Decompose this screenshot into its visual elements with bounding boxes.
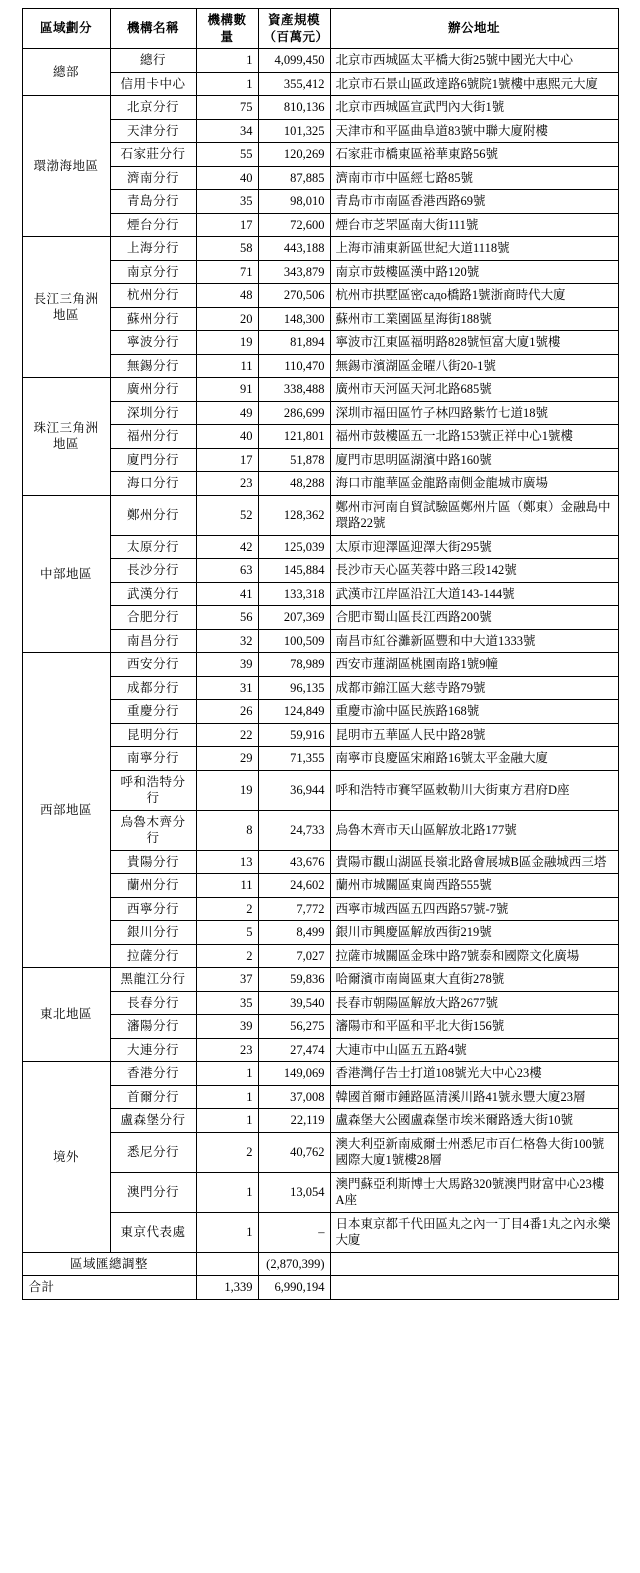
office-address-cell: 深圳市福田區竹子林四路紫竹七道18號 (330, 401, 618, 425)
institution-count-cell: 17 (196, 448, 258, 472)
institution-name-cell: 昆明分行 (110, 723, 196, 747)
institution-name-cell: 太原分行 (110, 535, 196, 559)
table-row (22, 1085, 618, 1109)
asset-scale-cell: 4,099,450 (258, 49, 330, 73)
region-cell: 環渤海地區 (22, 96, 110, 237)
institution-count-cell: 71 (196, 260, 258, 284)
institution-count-cell: 1 (196, 1212, 258, 1252)
institution-name-cell: 北京分行 (110, 96, 196, 120)
footer-count-cell (196, 1252, 258, 1276)
office-address-cell: 澳門蘇亞利斯博士大馬路320號澳門財富中心23樓A座 (330, 1172, 618, 1212)
institution-name-cell: 廈門分行 (110, 448, 196, 472)
asset-scale-cell: – (258, 1212, 330, 1252)
office-address-cell: 西安市蓮湖區桃園南路1號9幢 (330, 653, 618, 677)
table-row (22, 331, 618, 355)
office-address-cell: 青島市市南區香港西路69號 (330, 190, 618, 214)
office-address-cell: 南京市鼓樓區漢中路120號 (330, 260, 618, 284)
office-address-cell: 天津市和平區曲阜道83號中聯大廈附樓 (330, 119, 618, 143)
table-row (22, 653, 618, 677)
asset-scale-cell: 124,849 (258, 700, 330, 724)
table-row (22, 559, 618, 583)
table-row (22, 1212, 618, 1252)
office-address-cell: 昆明市五華區人民中路28號 (330, 723, 618, 747)
institution-count-cell: 13 (196, 850, 258, 874)
asset-scale-cell: 101,325 (258, 119, 330, 143)
institution-count-cell: 1 (196, 1172, 258, 1212)
header-count: 機構數量 (196, 9, 258, 49)
institution-name-cell: 天津分行 (110, 119, 196, 143)
institution-name-cell: 石家莊分行 (110, 143, 196, 167)
asset-scale-cell: 27,474 (258, 1038, 330, 1062)
institution-name-cell: 銀川分行 (110, 921, 196, 945)
asset-scale-cell: 24,602 (258, 874, 330, 898)
institution-count-cell: 75 (196, 96, 258, 120)
table-row (22, 49, 618, 73)
institution-count-cell: 5 (196, 921, 258, 945)
table-row (22, 495, 618, 535)
asset-scale-cell: 110,470 (258, 354, 330, 378)
office-address-cell: 貴陽市觀山湖區長嶺北路會展城B區金融城西三塔 (330, 850, 618, 874)
table-row (22, 968, 618, 992)
asset-scale-cell: 100,509 (258, 629, 330, 653)
office-address-cell: 杭州市拱墅區密садо橋路1號浙商時代大廈 (330, 284, 618, 308)
institution-count-cell: 8 (196, 810, 258, 850)
office-address-cell: 南昌市紅谷灘新區豐和中大道1333號 (330, 629, 618, 653)
institution-name-cell: 東京代表處 (110, 1212, 196, 1252)
institution-count-cell: 1 (196, 1109, 258, 1133)
header-row (22, 9, 618, 49)
header-assets-line2: （百萬元） (263, 29, 329, 44)
table-row (22, 1038, 618, 1062)
header-assets-line1: 資產規模 (267, 13, 320, 27)
table-row (22, 1172, 618, 1212)
table-row (22, 629, 618, 653)
office-address-cell: 蘇州市工業園區星海街188號 (330, 307, 618, 331)
institution-name-cell: 上海分行 (110, 237, 196, 261)
institution-name-cell: 澳門分行 (110, 1172, 196, 1212)
office-address-cell: 盧森堡大公國盧森堡市埃米爾路透大街10號 (330, 1109, 618, 1133)
table-row (22, 425, 618, 449)
office-address-cell: 哈爾濱市南崗區東大直街278號 (330, 968, 618, 992)
institution-count-cell: 37 (196, 968, 258, 992)
institution-name-cell: 西安分行 (110, 653, 196, 677)
institution-count-cell: 29 (196, 747, 258, 771)
office-address-cell: 拉薩市城關區金珠中路7號泰和國際文化廣場 (330, 944, 618, 968)
office-address-cell: 烏魯木齊市天山區解放北路177號 (330, 810, 618, 850)
office-address-cell: 北京市西城區宣武門內大街1號 (330, 96, 618, 120)
region-cell: 西部地區 (22, 653, 110, 968)
institution-count-cell: 1 (196, 1062, 258, 1086)
footer-label-cell: 區域匯總調整 (22, 1252, 196, 1276)
institution-name-cell: 深圳分行 (110, 401, 196, 425)
office-address-cell: 呼和浩特市賽罕區敕勒川大街東方君府D座 (330, 770, 618, 810)
asset-scale-cell: 810,136 (258, 96, 330, 120)
asset-scale-cell: 72,600 (258, 213, 330, 237)
asset-scale-cell: 338,488 (258, 378, 330, 402)
region-cell: 珠江三角洲地區 (22, 378, 110, 496)
header-region: 區域劃分 (22, 9, 110, 49)
institution-name-cell: 烏魯木齊分行 (110, 810, 196, 850)
institution-name-cell: 大連分行 (110, 1038, 196, 1062)
institution-name-cell: 福州分行 (110, 425, 196, 449)
asset-scale-cell: 96,135 (258, 676, 330, 700)
footer-address-cell (330, 1252, 618, 1276)
asset-scale-cell: 125,039 (258, 535, 330, 559)
table-row (22, 944, 618, 968)
office-address-cell: 福州市鼓樓區五一北路153號正祥中心1號樓 (330, 425, 618, 449)
office-address-cell: 長沙市天心區芙蓉中路三段142號 (330, 559, 618, 583)
asset-scale-cell: 40,762 (258, 1132, 330, 1172)
institution-count-cell: 1 (196, 1085, 258, 1109)
institution-count-cell: 49 (196, 401, 258, 425)
institution-name-cell: 杭州分行 (110, 284, 196, 308)
office-address-cell: 瀋陽市和平區和平北大街156號 (330, 1015, 618, 1039)
asset-scale-cell: 81,894 (258, 331, 330, 355)
table-row (22, 1109, 618, 1133)
region-cell: 東北地區 (22, 968, 110, 1062)
asset-scale-cell: 22,119 (258, 1109, 330, 1133)
institution-name-cell: 煙台分行 (110, 213, 196, 237)
asset-scale-cell: 36,944 (258, 770, 330, 810)
institution-count-cell: 52 (196, 495, 258, 535)
asset-scale-cell: 98,010 (258, 190, 330, 214)
table-row (22, 991, 618, 1015)
asset-scale-cell: 145,884 (258, 559, 330, 583)
office-address-cell: 蘭州市城關區東崗西路555號 (330, 874, 618, 898)
office-address-cell: 煙台市芝罘區南大街111號 (330, 213, 618, 237)
asset-scale-cell: 7,772 (258, 897, 330, 921)
footer-label-cell: 合計 (22, 1276, 196, 1300)
institution-name-cell: 總行 (110, 49, 196, 73)
institution-name-cell: 悉尼分行 (110, 1132, 196, 1172)
office-address-cell: 石家莊市橋東區裕華東路56號 (330, 143, 618, 167)
table-row (22, 582, 618, 606)
office-address-cell: 北京市石景山區政達路6號院1號樓中惠熙元大廈 (330, 72, 618, 96)
institution-count-cell: 1 (196, 72, 258, 96)
institution-name-cell: 南京分行 (110, 260, 196, 284)
table-row (22, 874, 618, 898)
asset-scale-cell: 7,027 (258, 944, 330, 968)
office-address-cell: 武漢市江岸區沿江大道143-144號 (330, 582, 618, 606)
asset-scale-cell: 71,355 (258, 747, 330, 771)
institution-count-cell: 63 (196, 559, 258, 583)
region-cell: 總部 (22, 49, 110, 96)
regional-adjustment-row (22, 1252, 618, 1276)
institution-count-cell: 58 (196, 237, 258, 261)
asset-scale-cell: 121,801 (258, 425, 330, 449)
footer-address-cell (330, 1276, 618, 1300)
asset-scale-cell: 13,054 (258, 1172, 330, 1212)
institution-count-cell: 40 (196, 166, 258, 190)
table-row (22, 166, 618, 190)
asset-scale-cell: 48,288 (258, 472, 330, 496)
institution-name-cell: 貴陽分行 (110, 850, 196, 874)
institution-name-cell: 廣州分行 (110, 378, 196, 402)
asset-scale-cell: 270,506 (258, 284, 330, 308)
asset-scale-cell: 207,369 (258, 606, 330, 630)
institution-name-cell: 鄭州分行 (110, 495, 196, 535)
office-address-cell: 澳大利亞新南威爾士州悉尼市百仁格魯大街100號國際大廈1號樓28層 (330, 1132, 618, 1172)
table-row (22, 284, 618, 308)
institution-name-cell: 海口分行 (110, 472, 196, 496)
institution-count-cell: 17 (196, 213, 258, 237)
institution-name-cell: 黑龍江分行 (110, 968, 196, 992)
table-row (22, 676, 618, 700)
region-cell: 境外 (22, 1062, 110, 1253)
header-assets (258, 9, 330, 49)
office-address-cell: 長春市朝陽區解放大路2677號 (330, 991, 618, 1015)
table-row (22, 237, 618, 261)
table-header (22, 9, 618, 49)
institution-count-cell: 48 (196, 284, 258, 308)
office-address-cell: 西寧市城西區五四西路57號-7號 (330, 897, 618, 921)
region-cell: 長江三角洲地區 (22, 237, 110, 378)
institution-name-cell: 長春分行 (110, 991, 196, 1015)
institution-name-cell: 南昌分行 (110, 629, 196, 653)
institution-count-cell: 2 (196, 944, 258, 968)
header-address: 辦公地址 (330, 9, 618, 49)
table-row (22, 921, 618, 945)
institution-name-cell: 拉薩分行 (110, 944, 196, 968)
office-address-cell: 日本東京都千代田區丸之內一丁目4番1丸之內永樂大廈 (330, 1212, 618, 1252)
institution-count-cell: 26 (196, 700, 258, 724)
footer-assets-cell: (2,870,399) (258, 1252, 330, 1276)
table-row (22, 535, 618, 559)
institution-name-cell: 首爾分行 (110, 1085, 196, 1109)
office-address-cell: 北京市西城區太平橋大街25號中國光大中心 (330, 49, 618, 73)
asset-scale-cell: 78,989 (258, 653, 330, 677)
table-row (22, 96, 618, 120)
table-row (22, 378, 618, 402)
institution-name-cell: 西寧分行 (110, 897, 196, 921)
table-row (22, 213, 618, 237)
office-address-cell: 銀川市興慶區解放西街219號 (330, 921, 618, 945)
office-address-cell: 韓國首爾市鍾路區清溪川路41號永豐大廈23層 (330, 1085, 618, 1109)
institution-name-cell: 盧森堡分行 (110, 1109, 196, 1133)
header-name: 機構名稱 (110, 9, 196, 49)
asset-scale-cell: 87,885 (258, 166, 330, 190)
table-row (22, 1132, 618, 1172)
institution-count-cell: 11 (196, 874, 258, 898)
office-address-cell: 無錫市濱湖區金曜八街20-1號 (330, 354, 618, 378)
institution-name-cell: 蘭州分行 (110, 874, 196, 898)
office-address-cell: 寧波市江東區福明路828號恒富大廈1號樓 (330, 331, 618, 355)
institution-count-cell: 91 (196, 378, 258, 402)
asset-scale-cell: 39,540 (258, 991, 330, 1015)
institution-count-cell: 2 (196, 897, 258, 921)
institution-count-cell: 35 (196, 991, 258, 1015)
institution-count-cell: 1 (196, 49, 258, 73)
table-row (22, 143, 618, 167)
institution-count-cell: 11 (196, 354, 258, 378)
institution-name-cell: 寧波分行 (110, 331, 196, 355)
asset-scale-cell: 24,733 (258, 810, 330, 850)
table-row (22, 401, 618, 425)
institution-count-cell: 23 (196, 1038, 258, 1062)
institution-count-cell: 22 (196, 723, 258, 747)
institution-count-cell: 19 (196, 331, 258, 355)
asset-scale-cell: 59,836 (258, 968, 330, 992)
institution-name-cell: 成都分行 (110, 676, 196, 700)
institution-name-cell: 瀋陽分行 (110, 1015, 196, 1039)
table-row (22, 897, 618, 921)
office-address-cell: 重慶市渝中區民族路168號 (330, 700, 618, 724)
institution-name-cell: 無錫分行 (110, 354, 196, 378)
institution-name-cell: 蘇州分行 (110, 307, 196, 331)
institution-count-cell: 31 (196, 676, 258, 700)
table-row (22, 119, 618, 143)
asset-scale-cell: 51,878 (258, 448, 330, 472)
footer-count-cell: 1,339 (196, 1276, 258, 1300)
table-row (22, 307, 618, 331)
table-row (22, 850, 618, 874)
table-row (22, 810, 618, 850)
institution-count-cell: 56 (196, 606, 258, 630)
institution-name-cell: 呼和浩特分行 (110, 770, 196, 810)
institution-count-cell: 35 (196, 190, 258, 214)
table-row (22, 472, 618, 496)
office-address-cell: 合肥市蜀山區長江西路200號 (330, 606, 618, 630)
table-body (22, 49, 618, 1300)
office-address-cell: 太原市迎澤區迎澤大街295號 (330, 535, 618, 559)
asset-scale-cell: 8,499 (258, 921, 330, 945)
asset-scale-cell: 149,069 (258, 1062, 330, 1086)
table-row (22, 1062, 618, 1086)
table-row (22, 72, 618, 96)
table-row (22, 770, 618, 810)
grand-total-row (22, 1276, 618, 1300)
institution-count-cell: 23 (196, 472, 258, 496)
office-address-cell: 鄭州市河南自貿試驗區鄭州片區（鄭東）金融島中環路22號 (330, 495, 618, 535)
institution-count-cell: 39 (196, 1015, 258, 1039)
footer-assets-cell: 6,990,194 (258, 1276, 330, 1300)
institution-name-cell: 合肥分行 (110, 606, 196, 630)
table-row (22, 700, 618, 724)
asset-scale-cell: 355,412 (258, 72, 330, 96)
institution-name-cell: 長沙分行 (110, 559, 196, 583)
office-address-cell: 廣州市天河區天河北路685號 (330, 378, 618, 402)
asset-scale-cell: 56,275 (258, 1015, 330, 1039)
asset-scale-cell: 37,008 (258, 1085, 330, 1109)
institution-count-cell: 20 (196, 307, 258, 331)
institution-count-cell: 19 (196, 770, 258, 810)
institution-count-cell: 39 (196, 653, 258, 677)
institution-name-cell: 香港分行 (110, 1062, 196, 1086)
institution-name-cell: 信用卡中心 (110, 72, 196, 96)
table-row (22, 190, 618, 214)
asset-scale-cell: 128,362 (258, 495, 330, 535)
institution-name-cell: 武漢分行 (110, 582, 196, 606)
table-row (22, 723, 618, 747)
institution-count-cell: 2 (196, 1132, 258, 1172)
office-address-cell: 香港灣仔告士打道108號光大中心23樓 (330, 1062, 618, 1086)
institution-name-cell: 濟南分行 (110, 166, 196, 190)
asset-scale-cell: 133,318 (258, 582, 330, 606)
branch-network-table (22, 8, 619, 1300)
institution-name-cell: 南寧分行 (110, 747, 196, 771)
office-address-cell: 濟南市市中區經七路85號 (330, 166, 618, 190)
institution-count-cell: 41 (196, 582, 258, 606)
table-row (22, 260, 618, 284)
office-address-cell: 廈門市思明區湖濱中路160號 (330, 448, 618, 472)
institution-count-cell: 42 (196, 535, 258, 559)
institution-count-cell: 32 (196, 629, 258, 653)
table-row (22, 448, 618, 472)
office-address-cell: 南寧市良慶區宋廂路16號太平金融大廈 (330, 747, 618, 771)
asset-scale-cell: 59,916 (258, 723, 330, 747)
office-address-cell: 成都市錦江區大慈寺路79號 (330, 676, 618, 700)
asset-scale-cell: 286,699 (258, 401, 330, 425)
office-address-cell: 大連市中山區五五路4號 (330, 1038, 618, 1062)
table-row (22, 1015, 618, 1039)
institution-count-cell: 40 (196, 425, 258, 449)
institution-count-cell: 34 (196, 119, 258, 143)
region-cell: 中部地區 (22, 495, 110, 653)
asset-scale-cell: 343,879 (258, 260, 330, 284)
institution-count-cell: 55 (196, 143, 258, 167)
table-row (22, 747, 618, 771)
asset-scale-cell: 43,676 (258, 850, 330, 874)
asset-scale-cell: 120,269 (258, 143, 330, 167)
office-address-cell: 上海市浦東新區世紀大道1118號 (330, 237, 618, 261)
institution-name-cell: 青島分行 (110, 190, 196, 214)
asset-scale-cell: 148,300 (258, 307, 330, 331)
asset-scale-cell: 443,188 (258, 237, 330, 261)
office-address-cell: 海口市龍華區金龍路南側金龍城市廣場 (330, 472, 618, 496)
institution-name-cell: 重慶分行 (110, 700, 196, 724)
table-row (22, 354, 618, 378)
table-row (22, 606, 618, 630)
